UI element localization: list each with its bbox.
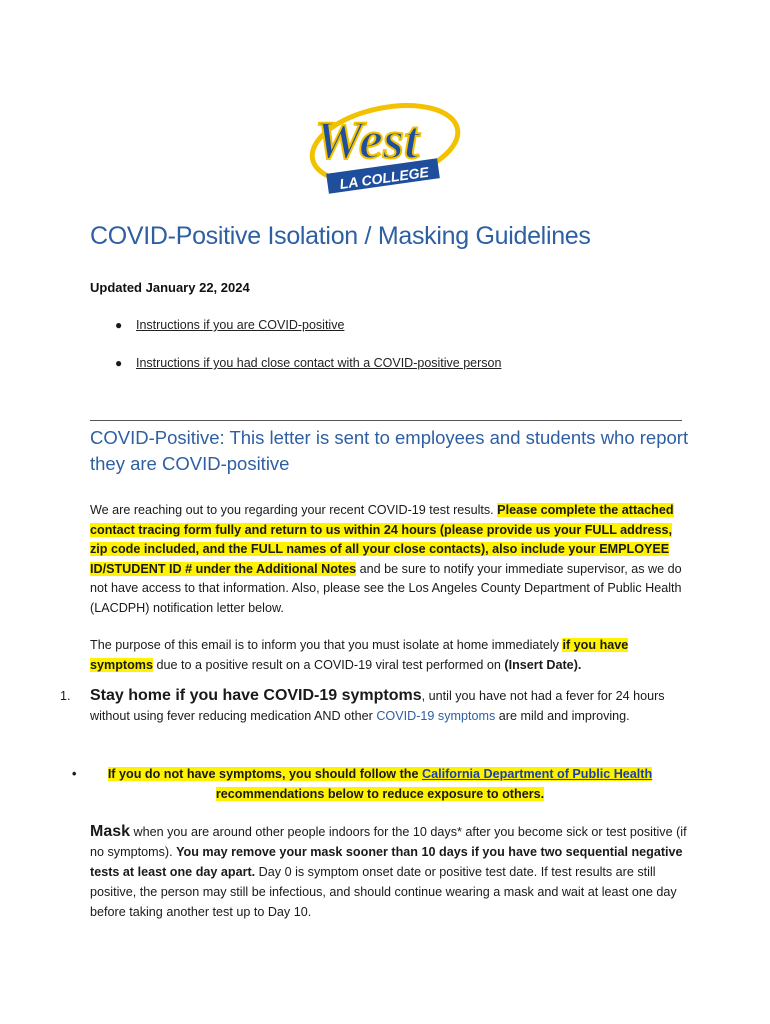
intro-rest: and be sure to notify your immediate supervisor, as we do not have access to that information. Also, please see the Los Angeles County Department of Public Health (LACDPH) notification letter below.: [90, 561, 682, 615]
insert-date: (Insert Date).: [504, 657, 582, 672]
bullet-icon: •: [72, 767, 77, 781]
numbered-item-1: [60, 686, 690, 726]
mask-lead: Mask: [90, 823, 131, 840]
cdph-link[interactable]: California Department of Public Health: [421, 767, 653, 781]
updated-date: Updated January 22, 2024: [90, 280, 250, 295]
purpose-text: The purpose of this email is to inform you that you must isolate at home immediately: [90, 638, 563, 652]
intro-text: We are reaching out to you regarding your recent COVID-19 test results.: [90, 503, 498, 517]
item-number: 1.: [60, 689, 71, 703]
page-title: COVID-Positive Isolation / Masking Guidelines: [90, 222, 591, 250]
svg-text:LA COLLEGE: LA COLLEGE: [338, 163, 430, 193]
section-heading: [90, 425, 690, 477]
section-heading-line-1: COVID-Positive: This letter is sent to employees and students who report: [90, 427, 689, 448]
toc-list: [112, 318, 501, 394]
section-heading-line-2: they are COVID-positive: [90, 453, 290, 474]
notice-text-2: recommendations below to reduce exposure to others.: [215, 787, 545, 801]
toc-item: [112, 356, 501, 373]
covid-symptoms-link[interactable]: COVID-19 symptoms: [376, 709, 496, 723]
toc-item: [112, 318, 501, 335]
bullet-icon: ●: [115, 356, 123, 370]
mask-bold: You may remove your mask sooner than 10 days if you have two sequential negative tests at least one day apart.: [90, 845, 683, 879]
highlighted-symptoms: if you have symptoms: [90, 638, 629, 672]
item-text: , until you have not had a fever for 24 hours without using fever reducing medication AND other: [90, 689, 665, 723]
toc-link-covid-positive[interactable]: Instructions if you are COVID-positive: [136, 318, 345, 332]
mask-text: when you are around other people indoors for the 10 days* after you become sick or test positive (if no symptoms).: [90, 825, 687, 859]
notice-text: If you do not have symptoms, you should follow the: [107, 767, 422, 781]
item-lead: Stay home if you have COVID-19 symptoms: [90, 687, 422, 704]
west-la-college-logo: [305, 100, 465, 196]
svg-text:West: West: [315, 110, 419, 170]
mask-text-2: Day 0 is symptom onset date or positive test date. If test results are still positive, the person may still be infectious, and should continue wearing a mask and wait at least one day before taking another test up to Day 10.: [90, 865, 677, 919]
intro-paragraph: [90, 501, 690, 618]
purpose-paragraph: [90, 636, 690, 675]
purpose-text-2: due to a positive result on a COVID-19 viral test performed on: [153, 657, 505, 672]
section-divider: [90, 420, 682, 421]
no-symptoms-notice: [70, 764, 690, 804]
mask-paragraph: [90, 822, 690, 922]
notice-highlight: [108, 767, 652, 801]
highlighted-instruction: Please complete the attached contact tracing form fully and return to us within 24 hours (please provide us your FULL address, zip code included, and the FULL names of all your close contacts), also include your EMPLOYEE ID/STUDENT ID # under the Additional Notes: [90, 503, 674, 576]
item-text-2: are mild and improving.: [495, 709, 630, 723]
bullet-icon: ●: [115, 318, 123, 332]
toc-link-close-contact[interactable]: Instructions if you had close contact with a COVID-positive person: [136, 356, 502, 370]
